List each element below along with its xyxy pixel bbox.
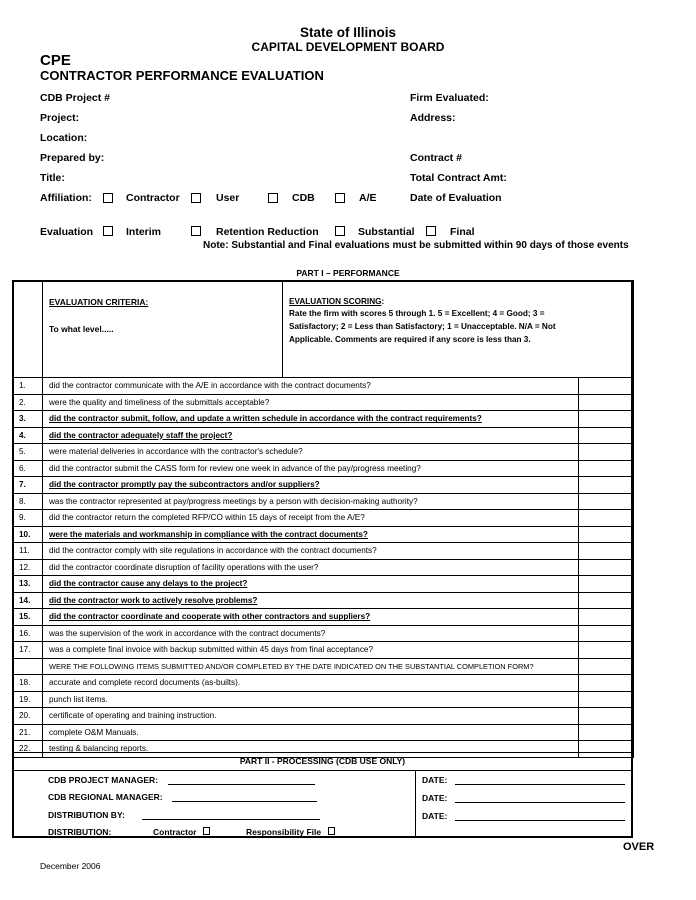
criteria-row <box>13 609 634 626</box>
score-cell[interactable] <box>579 543 634 560</box>
criteria-number: 18. <box>13 675 43 692</box>
field-title: Title: <box>40 172 65 184</box>
criteria-number: 9. <box>13 510 43 527</box>
score-cell[interactable] <box>579 625 634 642</box>
state-heading: State of Illinois <box>299 25 396 40</box>
score-cell[interactable] <box>579 444 634 461</box>
field-contract-number: Contract # <box>410 152 462 164</box>
affiliation-cdb-checkbox[interactable] <box>268 193 278 203</box>
criteria-number: 20. <box>13 708 43 725</box>
criteria-row <box>13 477 634 494</box>
affiliation-ae-checkbox[interactable] <box>335 193 345 203</box>
criteria-row <box>13 592 634 609</box>
criteria-text: was the supervision of the work in accordance with the contract documents? <box>43 625 579 642</box>
header-spacer-cell <box>13 281 43 378</box>
affiliation-ae-label: A/E <box>359 192 377 204</box>
criteria-text: did the contractor work to actively resolve problems? <box>43 592 579 609</box>
distribution-by-label: DISTRIBUTION BY: <box>48 810 125 820</box>
criteria-text: did the contractor promptly pay the subcontractors and/or suppliers? <box>43 477 579 494</box>
criteria-row <box>13 493 634 510</box>
criteria-text: were the quality and timeliness of the submittals acceptable? <box>43 394 579 411</box>
score-cell[interactable] <box>579 378 634 395</box>
distribution-contractor-checkbox[interactable] <box>203 827 210 835</box>
part2-divider <box>415 770 416 838</box>
score-cell[interactable] <box>579 427 634 444</box>
criteria-number: 12. <box>13 559 43 576</box>
evaluation-final-checkbox[interactable] <box>426 226 436 236</box>
score-cell[interactable] <box>579 592 634 609</box>
date-line-1[interactable] <box>455 774 625 785</box>
criteria-row <box>13 642 634 659</box>
evaluation-interim-label: Interim <box>126 226 162 238</box>
affiliation-cdb-label: CDB <box>292 192 315 204</box>
date-line-3[interactable] <box>455 810 625 821</box>
criteria-number: 10. <box>13 526 43 543</box>
field-cdb-project: CDB Project # <box>40 92 111 104</box>
project-manager-line[interactable] <box>168 774 315 785</box>
criteria-text: was a complete final invoice with backup submitted within 45 days from final acceptance? <box>43 642 579 659</box>
criteria-text: did the contractor submit, follow, and update a written schedule in accordance with the contract requirements? <box>43 411 579 428</box>
criteria-number: 19. <box>13 691 43 708</box>
criteria-number: 11. <box>13 543 43 560</box>
affiliation-label: Affiliation: <box>40 192 92 204</box>
criteria-text: did the contractor submit the CASS form for review one week in advance of the pay/progress meeting? <box>43 460 579 477</box>
criteria-text: certificate of operating and training instruction. <box>43 708 579 725</box>
score-cell[interactable] <box>579 493 634 510</box>
distribution-file-checkbox[interactable] <box>328 827 335 835</box>
criteria-row <box>13 675 634 692</box>
part2-title: PART II - PROCESSING (CDB USE ONLY) <box>239 756 406 766</box>
score-cell[interactable] <box>579 411 634 428</box>
distribution-contractor-label: Contractor <box>153 827 197 837</box>
criteria-text: did the contractor comply with site regulations in accordance with the contract documents? <box>43 543 579 560</box>
distribution-label: DISTRIBUTION: <box>48 827 112 837</box>
date-label-3: DATE: <box>422 811 448 821</box>
criteria-row <box>13 658 634 675</box>
score-cell[interactable] <box>579 609 634 626</box>
criteria-row <box>13 691 634 708</box>
criteria-number: 3. <box>13 411 43 428</box>
affiliation-user-checkbox[interactable] <box>191 193 201 203</box>
criteria-row <box>13 526 634 543</box>
criteria-text: did the contractor cause any delays to the project? <box>43 576 579 593</box>
criteria-number: 16. <box>13 625 43 642</box>
score-cell[interactable] <box>579 460 634 477</box>
criteria-number: 2. <box>13 394 43 411</box>
criteria-number: 4. <box>13 427 43 444</box>
regional-manager-line[interactable] <box>172 791 317 802</box>
field-address: Address: <box>410 112 456 124</box>
evaluation-substantial-label: Substantial <box>358 226 415 238</box>
evaluation-label: Evaluation <box>40 226 94 238</box>
criteria-text: did the contractor communicate with the A/E in accordance with the contract documents? <box>43 378 579 395</box>
criteria-text: did the contractor coordinate disruption of facility operations with the user? <box>43 559 579 576</box>
criteria-row <box>13 411 634 428</box>
form-title: CONTRACTOR PERFORMANCE EVALUATION <box>40 68 324 83</box>
over-label: OVER <box>623 841 655 853</box>
distribution-file-label: Responsibility File <box>246 827 322 837</box>
criteria-text: punch list items. <box>43 691 579 708</box>
scoring-header-cell: EVALUATION SCORING: Rate the firm with scores 5 through 1. 5 = Excellent; 4 = Good; 3 = Satisfactory; 2 = Less than Satisfactory; 1 = Unacceptable. N/A = Not Applicable. Comments are required if any score is less than 3. <box>283 281 634 378</box>
score-cell[interactable] <box>579 708 634 725</box>
criteria-text: WERE THE FOLLOWING ITEMS SUBMITTED AND/OR COMPLETED BY THE DATE INDICATED ON THE SUBSTANTIAL COMPLETION FORM? <box>43 658 579 675</box>
criteria-subheading: To what level..... <box>49 324 114 334</box>
criteria-number: 17. <box>13 642 43 659</box>
criteria-number: 15. <box>13 609 43 626</box>
part1-title: PART I – PERFORMANCE <box>296 268 400 278</box>
criteria-header-cell <box>43 281 283 378</box>
criteria-row <box>13 378 634 395</box>
field-total-contract-amt: Total Contract Amt: <box>410 172 507 184</box>
criteria-header-row <box>13 281 634 378</box>
score-cell[interactable] <box>579 691 634 708</box>
footer-date: December 2006 <box>40 861 101 871</box>
criteria-text: were material deliveries in accordance with the contractor's schedule? <box>43 444 579 461</box>
scoring-heading: EVALUATION SCORING <box>289 297 382 306</box>
criteria-number: 8. <box>13 493 43 510</box>
affiliation-contractor-label: Contractor <box>126 192 180 204</box>
date-line-2[interactable] <box>455 792 625 803</box>
date-label-2: DATE: <box>422 793 448 803</box>
criteria-row <box>13 559 634 576</box>
criteria-text: did the contractor coordinate and cooperate with other contractors and suppliers? <box>43 609 579 626</box>
score-cell[interactable] <box>579 510 634 527</box>
score-cell[interactable] <box>579 559 634 576</box>
criteria-row <box>13 444 634 461</box>
date-label-1: DATE: <box>422 775 448 785</box>
affiliation-contractor-checkbox[interactable] <box>103 193 113 203</box>
criteria-number: 13. <box>13 576 43 593</box>
criteria-text: was the contractor represented at pay/progress meetings by a person with decision-making authority? <box>43 493 579 510</box>
scoring-text-3: Applicable. Comments are required if any score is less than 3. <box>289 335 531 344</box>
criteria-row <box>13 427 634 444</box>
field-prepared-by: Prepared by: <box>40 152 105 164</box>
criteria-row <box>13 460 634 477</box>
field-location: Location: <box>40 132 88 144</box>
criteria-text: testing & balancing reports. <box>43 741 579 758</box>
score-cell[interactable] <box>579 642 634 659</box>
score-cell[interactable] <box>579 477 634 494</box>
scoring-text-1: Rate the firm with scores 5 through 1. 5 = Excellent; 4 = Good; 3 = <box>289 309 545 318</box>
criteria-text: complete O&M Manuals. <box>43 724 579 741</box>
form-code: CPE <box>40 52 71 69</box>
criteria-row <box>13 576 634 593</box>
score-cell[interactable] <box>579 576 634 593</box>
evaluation-substantial-checkbox[interactable] <box>335 226 345 236</box>
affiliation-user-label: User <box>216 192 240 204</box>
score-cell[interactable] <box>579 724 634 741</box>
evaluation-interim-checkbox[interactable] <box>103 226 113 236</box>
score-cell[interactable] <box>579 526 634 543</box>
criteria-heading: EVALUATION CRITERIA: <box>49 297 149 307</box>
criteria-text: accurate and complete record documents (as-builts). <box>43 675 579 692</box>
criteria-number: 21. <box>13 724 43 741</box>
criteria-row <box>13 625 634 642</box>
regional-manager-label: CDB REGIONAL MANAGER: <box>48 792 163 802</box>
criteria-number: 1. <box>13 378 43 395</box>
criteria-row <box>13 394 634 411</box>
distribution-by-line[interactable] <box>142 809 320 820</box>
evaluation-retention-label: Retention Reduction <box>216 226 319 238</box>
evaluation-note: Note: Substantial and Final evaluations must be submitted within 90 days of those events <box>203 240 629 251</box>
criteria-row <box>13 708 634 725</box>
criteria-text: did the contractor adequately staff the project? <box>43 427 579 444</box>
criteria-row <box>13 543 634 560</box>
criteria-text: were the materials and workmanship in compliance with the contract documents? <box>43 526 579 543</box>
criteria-number: 5. <box>13 444 43 461</box>
criteria-number: 14. <box>13 592 43 609</box>
criteria-number: 6. <box>13 460 43 477</box>
evaluation-retention-checkbox[interactable] <box>191 226 201 236</box>
score-cell[interactable] <box>579 658 634 675</box>
criteria-row <box>13 510 634 527</box>
score-cell[interactable] <box>579 675 634 692</box>
project-manager-label: CDB PROJECT MANAGER: <box>48 775 159 785</box>
performance-table <box>12 280 634 758</box>
score-cell[interactable] <box>579 394 634 411</box>
criteria-number: 7. <box>13 477 43 494</box>
evaluation-final-label: Final <box>450 226 475 238</box>
scoring-text-2: Satisfactory; 2 = Less than Satisfactory; 1 = Unacceptable. N/A = Not <box>289 322 556 331</box>
criteria-text: did the contractor return the completed RFP/CO within 15 days of receipt from the A/E? <box>43 510 579 527</box>
board-heading: CAPITAL DEVELOPMENT BOARD <box>251 40 445 54</box>
criteria-row <box>13 724 634 741</box>
field-firm-evaluated: Firm Evaluated: <box>410 92 489 104</box>
criteria-number: 22. <box>13 741 43 758</box>
field-date-of-evaluation: Date of Evaluation <box>410 192 502 204</box>
criteria-number <box>13 658 43 675</box>
field-project: Project: <box>40 112 80 124</box>
